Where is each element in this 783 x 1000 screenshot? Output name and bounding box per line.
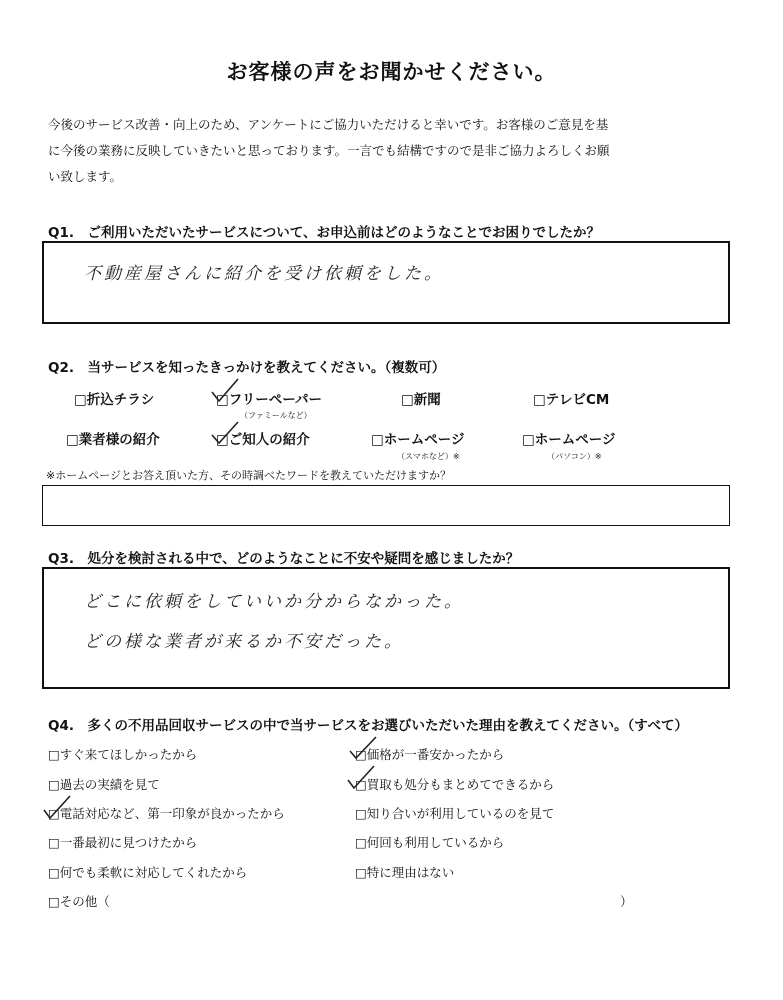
- intro-line-3: い致します。: [48, 169, 123, 184]
- q1-answer: 不動産屋さんに紹介を受け依頼をした。: [84, 264, 444, 284]
- q4-left-option-3[interactable]: □電話対応など、第一印象が良かったから: [48, 806, 285, 821]
- q2-option-acquaintance[interactable]: □ご知人の紹介: [216, 432, 310, 448]
- q2-option-homepage-phone[interactable]: □ホームページ: [371, 432, 465, 448]
- checkmark-icon: [40, 792, 74, 822]
- q4-left-option-1[interactable]: □すぐ来てほしかったから: [48, 747, 198, 762]
- q4-left-option-4[interactable]: □一番最初に見つけたから: [48, 835, 198, 850]
- q3-answer-line-2: どの様な業者が来るか不安だった。: [84, 632, 404, 652]
- q2-option-homepage-pc-sub: （パソコン）※: [547, 452, 602, 461]
- page-title: お客様の声をお聞かせください。: [226, 60, 557, 84]
- checkmark-icon: [208, 376, 242, 406]
- q2-option-homepage-phone-sub: （スマホなど）※: [397, 452, 460, 461]
- q4-label: Q4. 多くの不用品回収サービスの中で当サービスをお選びいただいた理由を教えてください。（すべて）: [48, 718, 688, 734]
- q3-answer-box[interactable]: [42, 567, 730, 689]
- q1-answer-box[interactable]: [42, 241, 730, 324]
- checkmark-icon: [208, 418, 242, 448]
- q2-option-business[interactable]: □業者様の紹介: [66, 432, 160, 448]
- q2-option-homepage-pc[interactable]: □ホームページ: [522, 432, 616, 448]
- q3-label: Q3. 処分を検討される中で、どのようなことに不安や疑問を感じましたか？: [48, 551, 520, 567]
- q4-other-option[interactable]: □その他（: [48, 894, 110, 909]
- q4-left-option-2[interactable]: □過去の実績を見て: [48, 777, 160, 792]
- q4-right-option-1[interactable]: □価格が一番安かったから: [355, 747, 505, 762]
- checkmark-icon: [346, 733, 380, 763]
- q2-label: Q2. 当サービスを知ったきっかけを教えてください。（複数可）: [48, 360, 446, 376]
- q4-left-option-5[interactable]: □何でも柔軟に対応してくれたから: [48, 865, 248, 880]
- checkmark-icon: [344, 762, 378, 792]
- q2-search-word-box[interactable]: [42, 485, 730, 526]
- q2-option-tvcm[interactable]: □テレビCM: [533, 392, 610, 408]
- q4-other-close: ）: [620, 894, 633, 909]
- intro-line-2: に今後の業務に反映していきたいと思っております。一言でも結構ですので是非ご協力よろしくお願: [48, 143, 610, 158]
- q1-label: Q1. ご利用いただいたサービスについて、お申込前はどのようなことでお困りでしたか？: [48, 225, 600, 241]
- q3-answer-line-1: どこに依頼をしていいか分からなかった。: [84, 592, 464, 612]
- q4-right-option-5[interactable]: □特に理由はない: [355, 865, 455, 880]
- q2-option-newspaper[interactable]: □新聞: [401, 392, 441, 408]
- q4-right-option-2[interactable]: □買取も処分もまとめてできるから: [355, 777, 555, 792]
- q2-option-freepaper-sub: （ファミールなど）: [240, 411, 312, 420]
- q4-right-option-4[interactable]: □何回も利用しているから: [355, 835, 505, 850]
- intro-line-1: 今後のサービス改善・向上のため、アンケートにご協力いただけると幸いです。お客様のご意見を基: [48, 117, 609, 132]
- q2-option-flyer[interactable]: □折込チラシ: [74, 392, 155, 408]
- q2-note: ※ホームページとお答え頂いた方、その時調べたワードを教えていただけますか？: [46, 469, 451, 482]
- q4-right-option-3[interactable]: □知り合いが利用しているのを見て: [355, 806, 555, 821]
- q2-option-freepaper[interactable]: □フリーペーパー: [216, 392, 323, 408]
